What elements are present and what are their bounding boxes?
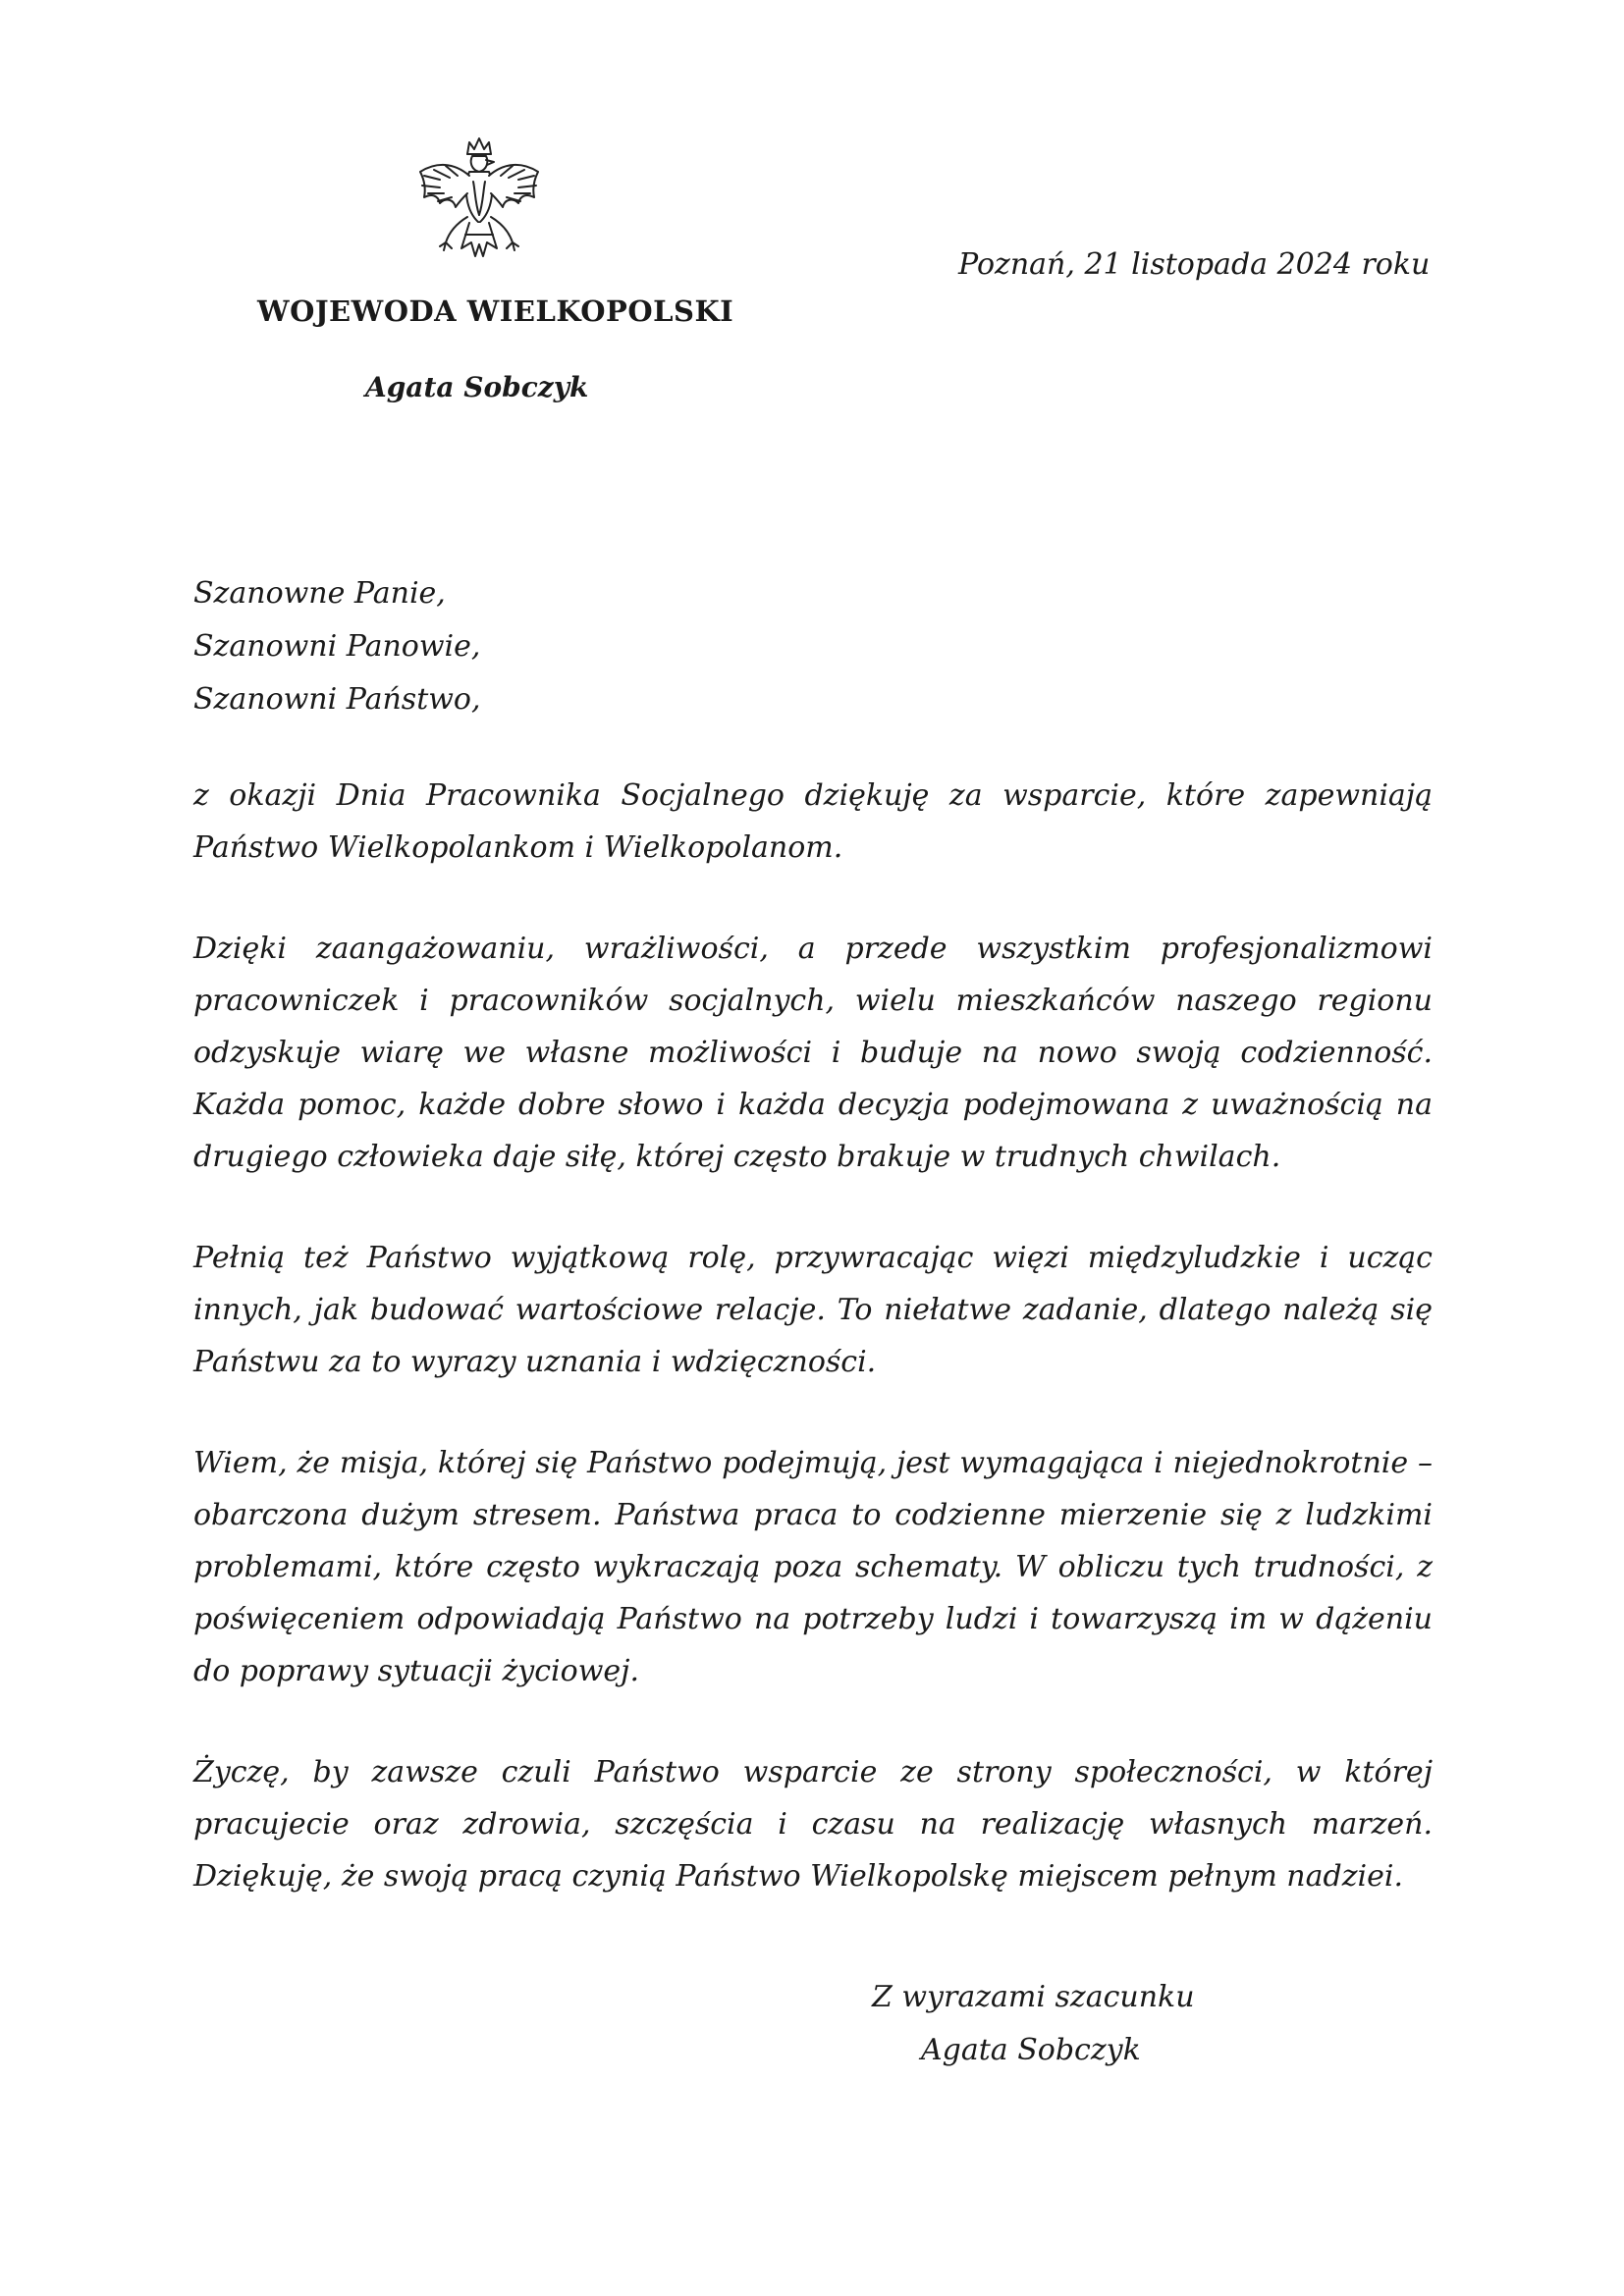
- closing-block: [872, 1971, 1195, 2077]
- letter-body: [193, 770, 1433, 1951]
- closing-phrase: Z wyrazami szacunku: [872, 1980, 1195, 2014]
- paragraph: Wiem, że misja, której się Państwo podejmują, jest wymagająca i niejednokrotnie – obarczona dużym stresem. Państwa praca to codzienne mierzenie się z ludzkimi problemami, które często wykraczają poza schematy. W obliczu tych trudności, z poświęceniem odpowiadają Państwo na potrzeby ludzi i towarzyszą im w dążeniu do poprawy sytuacji życiowej.: [193, 1446, 1433, 1688]
- paragraph: Dzięki zaangażowaniu, wrażliwości, a przede wszystkim profesjonalizmowi pracowniczek i pracowników socjalnych, wielu mieszkańców naszego regionu odzyskuje wiarę we własne możliwości i buduje na nowo swoją codzienność. Każda pomoc, każde dobre słowo i każda decyzja podejmowana z uważnością na drugiego człowieka daje siłę, której często brakuje w trudnych chwilach.: [193, 932, 1433, 1174]
- polish-eagle-emblem-icon: [410, 133, 548, 278]
- paragraph: Życzę, by zawsze czuli Państwo wsparcie ze strony społeczności, w której pracujecie oraz zdrowia, szczęścia i czasu na realizację własnych marzeń. Dziękuję, że swoją pracą czynią Państwo Wielkopolskę miejscem pełnym nadziei.: [193, 1755, 1433, 1894]
- salutation: [193, 567, 481, 726]
- paragraph: z okazji Dnia Pracownika Socjalnego dziękuję za wsparcie, które zapewniają Państwo Wielkopolankom i Wielkopolanom.: [193, 778, 1433, 865]
- letter-date: Poznań, 21 listopada 2024 roku: [958, 247, 1431, 282]
- paragraph: Pełnią też Państwo wyjątkową rolę, przywracając więzi międzyludzkie i ucząc innych, jak budować wartościowe relacje. To niełatwe zadanie, dlatego należą się Państwu za to wyrazy uznania i wdzięczności.: [193, 1241, 1433, 1379]
- office-title: WOJEWODA WIELKOPOLSKI: [257, 294, 734, 328]
- salutation-line: Szanowne Panie,: [193, 576, 446, 611]
- sender-name: Agata Sobczyk: [365, 371, 589, 403]
- signature-name: Agata Sobczyk: [921, 2033, 1141, 2067]
- salutation-line: Szanowni Panowie,: [193, 629, 481, 664]
- salutation-line: Szanowni Państwo,: [193, 682, 481, 717]
